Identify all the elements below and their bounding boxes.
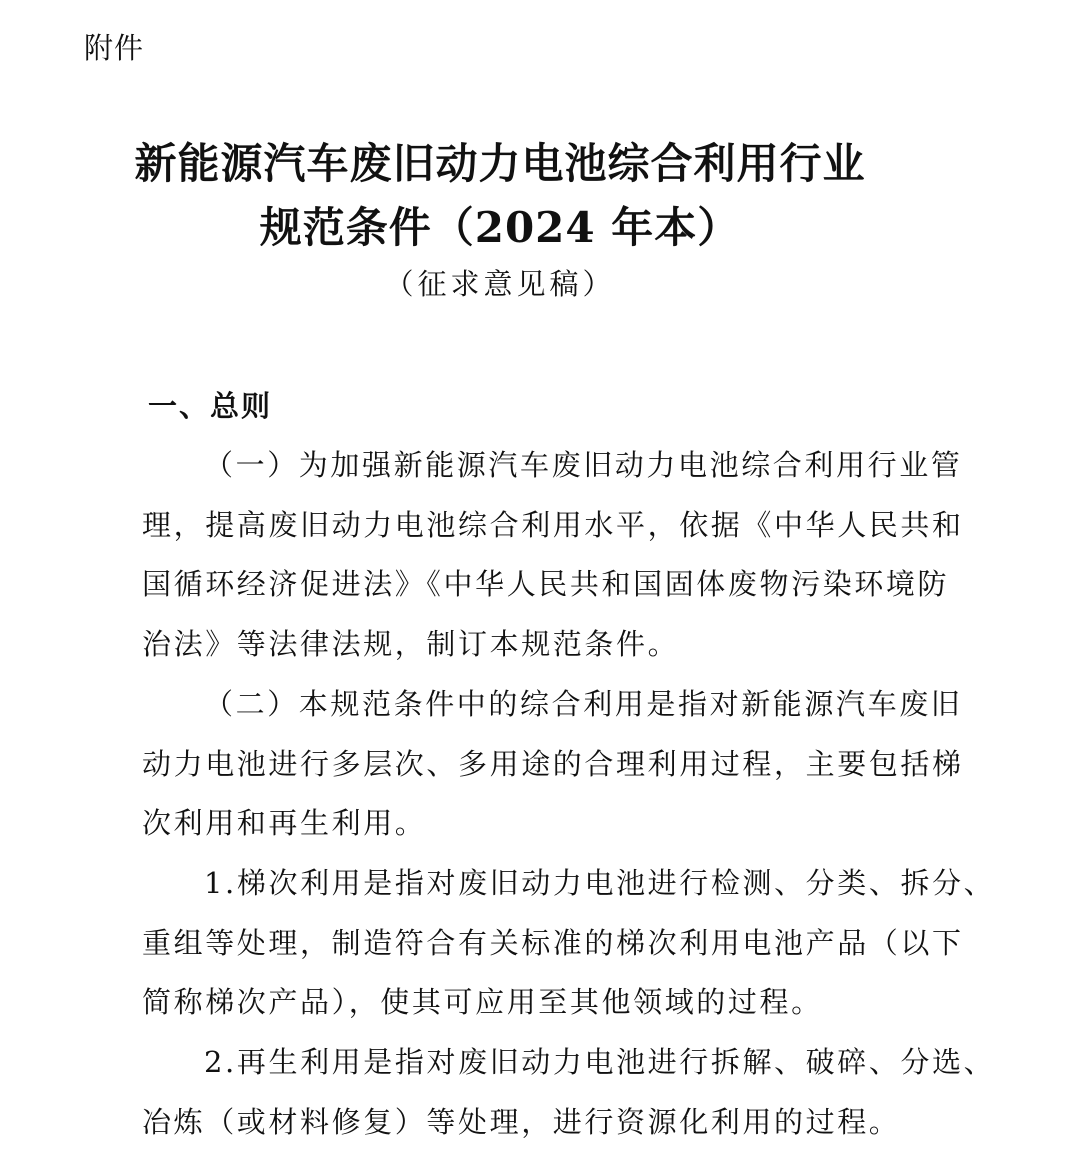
text-line: 简称梯次产品），使其可应用至其他领域的过程。 bbox=[142, 985, 823, 1020]
text-line: 2.再生利用是指对废旧动力电池进行拆解、破碎、分选、 bbox=[204, 1045, 996, 1080]
document-title-line-2: 规范条件（2024 年本） bbox=[259, 203, 741, 252]
text-line: 次利用和再生利用。 bbox=[142, 806, 427, 841]
paragraph bbox=[84, 675, 964, 854]
paragraph bbox=[84, 1033, 996, 1152]
text-line: 冶炼（或材料修复）等处理，进行资源化利用的过程。 bbox=[142, 1104, 901, 1139]
paragraph bbox=[84, 854, 996, 1033]
paragraph bbox=[84, 436, 964, 675]
text-line: 1.梯次利用是指对废旧动力电池进行检测、分类、拆分、 bbox=[204, 865, 996, 900]
text-line: 动力电池进行多层次、多用途的合理利用过程，主要包括梯 bbox=[142, 746, 964, 781]
attachment-label: 附件 bbox=[84, 31, 145, 65]
section-heading: 一、总则 bbox=[148, 389, 273, 423]
document-subtitle: （征求意见稿） bbox=[384, 267, 616, 301]
document-title-line-1: 新能源汽车废旧动力电池综合利用行业 bbox=[134, 139, 866, 188]
text-line: 重组等处理，制造符合有关标准的梯次利用电池产品（以下 bbox=[142, 925, 964, 960]
document-title bbox=[0, 132, 1000, 260]
text-line: 理，提高废旧动力电池综合利用水平，依据《中华人民共和 bbox=[142, 507, 964, 542]
text-line: 治法》等法律法规，制订本规范条件。 bbox=[142, 627, 680, 662]
document-body bbox=[84, 436, 996, 1152]
text-line: 国循环经济促进法》《中华人民共和国固体废物污染环境防 bbox=[142, 567, 950, 602]
text-line: （一）为加强新能源汽车废旧动力电池综合利用行业管 bbox=[204, 448, 963, 482]
text-line: （二）本规范条件中的综合利用是指对新能源汽车废旧 bbox=[204, 686, 963, 721]
